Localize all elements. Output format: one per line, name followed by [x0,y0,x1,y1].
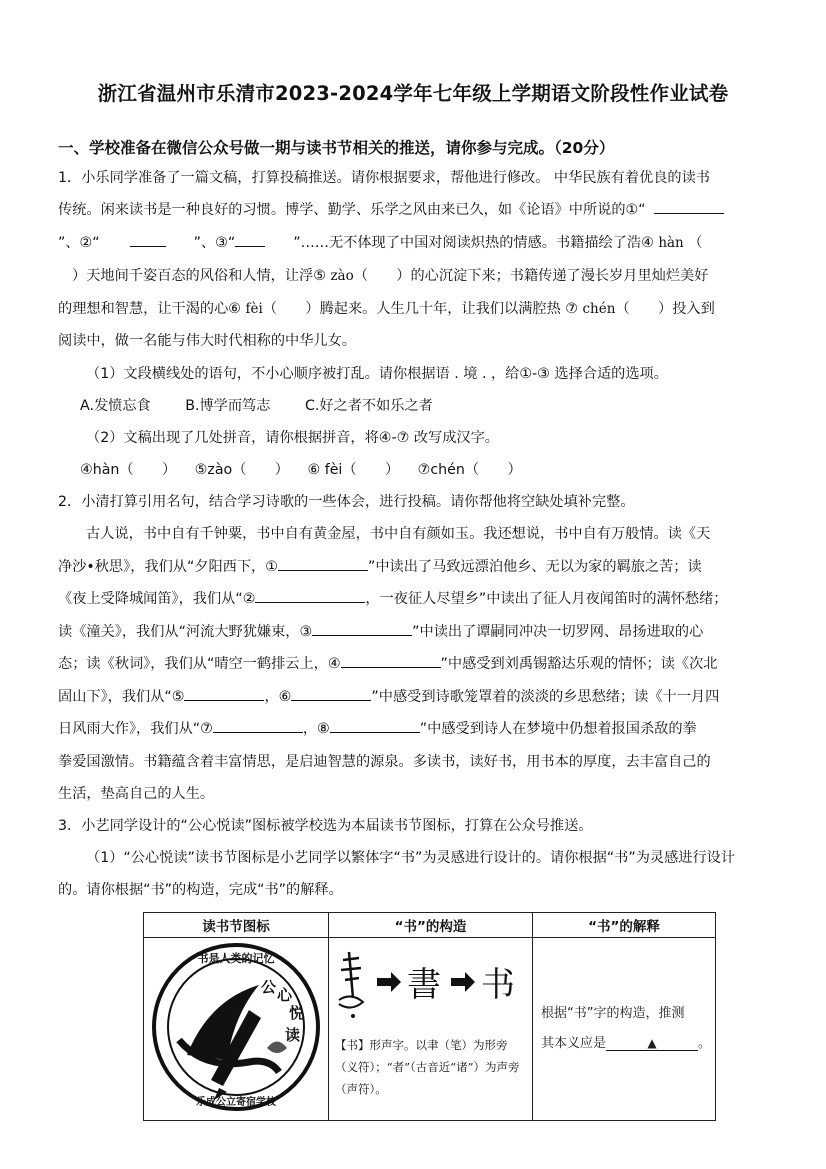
q2-line-5 [58,653,717,673]
q2-line-3a: 《夜上受降城闻笛》，我们从“② [58,591,256,607]
q1-line-1: 1．小乐同学准备了一篇文稿，打算投稿推送。请你根据要求，帮他进行修改。 中华民族有着优良的读书 [58,170,710,186]
logo-ring-top: 书是人类的记忆 [197,952,275,965]
q1-line-6: 阅读中，做一名能与伟大时代相称的中华儿女。 [58,333,356,349]
pinyin-item-4[interactable]: ④hàn（ ） [80,462,177,478]
q1-line-4a: ）天地间千姿百态的风俗和人情，让浮⑤ [72,268,326,284]
q2-heading: 2．小清打算引用名句，结合学习诗歌的一些体会，进行投稿。请你帮他将空缺处填补完整。 [58,494,635,510]
q3-heading: 3．小艺同学设计的“公心悦读”图标被学校选为本届读书节图标，打算在公众号推送。 [58,818,593,834]
q2-line-7b: ，⑧ [302,721,330,737]
glyph-simplified: 书 [481,965,515,1005]
pinyin-item-5[interactable]: ⑤zào（ ） [194,462,289,478]
logo-char-2: 心 [277,986,293,1004]
q2-line-4b: ”中读出了谭嗣同冲决一切罗网、昂扬进取的心 [412,624,704,640]
header-icon: 读书节图标 [144,913,329,938]
pinyin-item-7[interactable]: ⑦chén（ ） [417,462,522,478]
poem-blank-7[interactable] [213,718,303,733]
logo-ring-bottom: 乐成公立寄宿学校 [196,1097,276,1108]
reading-festival-table [143,912,716,1121]
q2-line-4 [58,621,703,641]
q2-line-8: 拳爱国激情。书籍蕴含着丰富情思，是启迪智慧的源泉。多读书，读好书，用书本的厚度，去丰富自己的 [58,754,711,770]
character-evolution-icon [329,938,529,1030]
pinyin-item-6[interactable]: ⑥ fèi（ ） [307,462,400,478]
logo-char-1: 公 [261,978,277,996]
q2-line-3 [58,588,727,608]
explanation-line-1: 根据“书”字的构造，推测 [541,1006,685,1021]
header-explanation: “书”的解释 [533,913,716,938]
structure-cell [329,938,533,1121]
page-title: 浙江省温州市乐清市2023-2024学年七年级上学期语文阶段性作业试卷 [97,82,729,105]
option-a: A.发愤忘食 [80,398,151,414]
poem-blank-2[interactable] [255,588,365,603]
q1-line-5a: 的理想和智慧，让干渴的心⑥ [58,301,241,317]
q1-line-3d: （ [688,235,703,251]
q2-line-6b: ，⑥ [264,689,292,705]
table-header-row [144,913,716,938]
glyph-traditional: 書 [407,965,441,1005]
explanation-line-2 [541,1029,715,1059]
explanation-cell [533,938,716,1121]
poem-blank-6[interactable] [291,686,371,701]
table-row [144,938,716,1121]
q1-line-4 [72,265,708,285]
poem-blank-3[interactable] [312,621,412,636]
explanation-line-2-end: 。 [698,1036,712,1051]
q2-line-9: 生活，垫高自己的人生。 [58,786,215,802]
option-b: B.博学而笃志 [185,398,271,414]
poem-blank-8[interactable] [330,718,420,733]
q1-line-3 [58,232,702,252]
q2-line-7a: 日风雨大作》，我们从“⑦ [58,721,213,737]
q1-line-3b: ”、③“ [193,235,236,251]
pinyin-fei: fèi [245,301,263,317]
q1-line-3a: ”、②“ [58,235,100,251]
q1-line-5b: （ ）腾起来。人生几十年，让我们以满腔热 ⑦ [262,301,578,317]
meaning-answer-blank[interactable]: ▲ [606,1036,698,1051]
etymology-note: 【书】形声字。以聿（笔）为形旁（义符）；“者”（古音近“诸”）为声旁（声符）。 [335,1038,520,1096]
explanation-line-2-text: 其本义应是 [541,1036,607,1051]
q2-line-1: 古人说，书中自有千钟粟，书中自有黄金屋，书中自有颜如玉。我还想说，书中自有万般情。读《天 [86,526,711,542]
q3-sub1-line-1: （1）“公心悦读”读书节图标是小艺同学以繁体字“书”为灵感进行设计的。请你根据“书”为灵感进行设计 [86,850,736,866]
q1-options [80,395,433,415]
logo-char-4: 读 [285,1026,301,1044]
q1-line-5c: （ ）投入到 [615,301,715,317]
q1-sub2: （2）文稿出现了几处拼音，请你根据拼音，将④-⑦ 改写成汉字。 [86,430,499,446]
q2-line-2a: 净沙•秋思》，我们从“夕阳西下，① [58,559,278,575]
poem-blank-1[interactable] [278,556,368,571]
q2-line-2 [58,556,702,576]
answer-blank-3[interactable] [235,232,265,247]
q1-sub2-items [80,459,522,479]
pinyin-chen: chén [582,301,616,317]
q1-sub1: （1）文段横线处的语句，不小心顺序被打乱。请你根据语 . 境 . ，给①-③ 选择合适的选项。 [86,366,668,382]
q2-line-7c: ”中感受到诗人在梦境中仍想着报国杀敌的拳 [419,721,697,737]
q2-line-4a: 读《潼关》，我们从“河流大野犹嫌束，③ [58,624,313,640]
q3-sub1-line-2: 的。请你根据“书”的构造，完成“书”的解释。 [58,882,343,898]
q2-line-7 [58,718,697,738]
q1-line-2-text: 传统。闲来读书是一种良好的习惯。博学、勤学、乐学之风由来已久，如《论语》中所说的①“ [58,202,646,218]
answer-blank-2[interactable] [130,232,166,247]
q1-line-4b: （ ）的心沉淀下来；书籍传递了漫长岁月里灿烂美好 [353,268,709,284]
q2-line-3b: ，一夜征人尽望乡”中读出了征人月夜闻笛时的满怀愁绪； [365,591,728,607]
header-structure: “书”的构造 [329,913,533,938]
q1-line-2 [58,199,724,219]
q2-line-6a: 固山下》，我们从“⑤ [58,689,185,705]
q2-line-6 [58,686,719,706]
poem-blank-4[interactable] [341,653,441,668]
q2-line-5a: 态；读《秋词》，我们从“晴空一鹤排云上，④ [58,656,341,672]
logo-char-3: 悦 [289,1004,305,1022]
answer-blank-1[interactable] [654,199,724,214]
pinyin-zao: zào [330,268,354,284]
section-1-heading: 一、学校准备在微信公众号做一期与读书节相关的推送，请你参与完成。（20分） [58,139,615,157]
q2-line-6c: ”中感受到诗歌笼罩着的淡淡的乡思愁绪；读《十一月四 [371,689,720,705]
festival-logo-icon [149,940,323,1114]
q1-line-5 [58,298,715,318]
logo-cell [144,938,329,1121]
q2-line-5b: ”中感受到刘禹锡豁达乐观的情怀；读《次北 [440,656,718,672]
q1-line-3c: ”……无不体现了中国对阅读炽热的情感。书籍描绘了浩④ [293,235,654,251]
pinyin-han: hàn [658,235,684,251]
option-c: C.好之者不如乐之者 [304,398,433,414]
poem-blank-5[interactable] [184,686,264,701]
q2-line-2b: ”中读出了马致远漂泊他乡、无以为家的羁旅之苦；读 [367,559,702,575]
